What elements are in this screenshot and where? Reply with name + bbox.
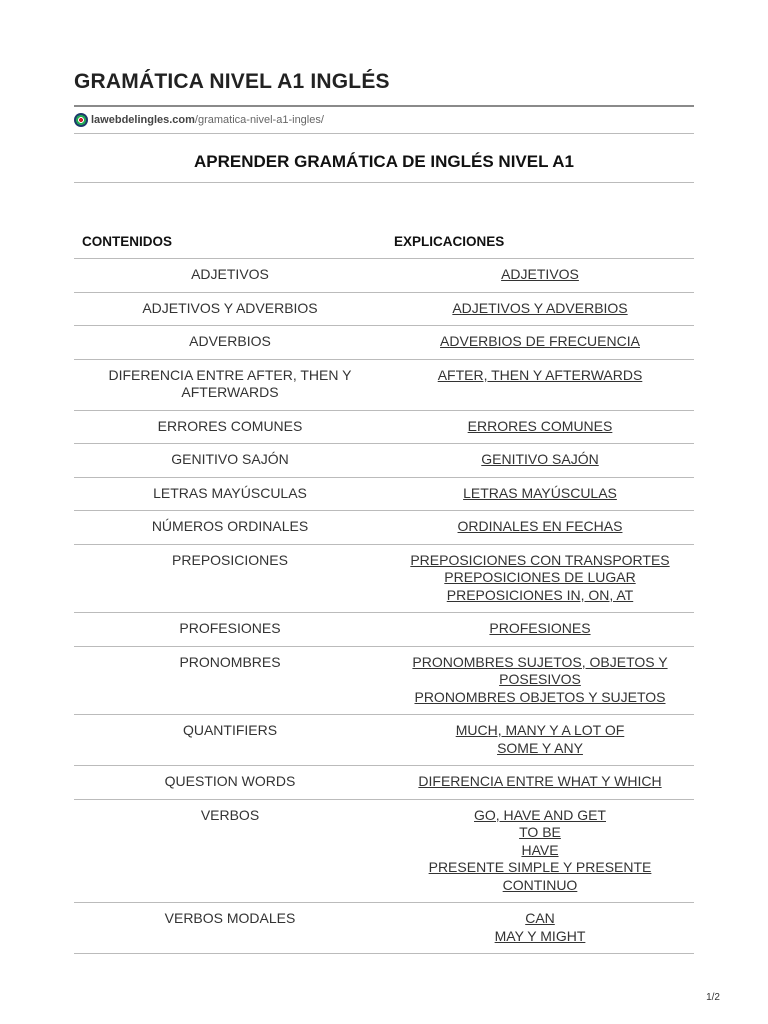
topic-cell: ADVERBIOS (74, 326, 386, 360)
explanation-link[interactable]: ERRORES COMUNES (467, 417, 613, 434)
topic-cell: QUESTION WORDS (74, 766, 386, 800)
table-row (74, 477, 694, 511)
topic-cell: LETRAS MAYÚSCULAS (74, 477, 386, 511)
explanation-link[interactable]: SOME Y ANY (497, 739, 583, 756)
explanation-link[interactable]: PROFESIONES (489, 620, 591, 636)
explanation-link[interactable]: DIFERENCIA ENTRE WHAT Y WHICH (418, 773, 662, 789)
explanation-cell (386, 715, 694, 766)
table-row (74, 259, 694, 293)
table-row (74, 799, 694, 903)
table-row (74, 715, 694, 766)
topic-cell: ADJETIVOS (74, 259, 386, 293)
explanation-link[interactable]: PREPOSICIONES DE LUGAR (444, 569, 636, 585)
topic-cell: ADJETIVOS Y ADVERBIOS (74, 292, 386, 326)
table-row (74, 410, 694, 444)
column-header-explicaciones: EXPLICACIONES (386, 226, 694, 259)
document-title: GRAMÁTICA NIVEL A1 INGLÉS (74, 70, 390, 93)
section-heading: APRENDER GRAMÁTICA DE INGLÉS NIVEL A1 (193, 152, 575, 171)
explanation-link[interactable]: CAN (525, 910, 555, 926)
source-path: /gramatica-nivel-a1-ingles/ (194, 114, 324, 126)
explanation-link[interactable]: MAY Y MIGHT (494, 927, 586, 944)
explanation-link[interactable]: HAVE (521, 841, 559, 858)
source-url[interactable] (74, 112, 324, 128)
table-row (74, 613, 694, 647)
explanation-link[interactable]: PREPOSICIONES IN, ON, AT (446, 586, 634, 603)
table-body (74, 259, 694, 954)
topic-cell: PREPOSICIONES (74, 544, 386, 613)
explanation-cell (386, 903, 694, 954)
heading-divider (74, 182, 694, 183)
explanation-cell (386, 359, 694, 410)
topic-cell: PROFESIONES (74, 613, 386, 647)
explanation-link[interactable]: PREPOSICIONES CON TRANSPORTES (410, 551, 670, 568)
explanation-link[interactable]: PRESENTE SIMPLE Y PRESENTE CONTINUO (428, 859, 652, 893)
table-row (74, 544, 694, 613)
explanation-link[interactable]: TO BE (519, 824, 561, 840)
explanation-cell (386, 544, 694, 613)
grammar-table (74, 226, 694, 954)
table-row (74, 359, 694, 410)
explanation-cell (386, 259, 694, 293)
explanation-cell (386, 646, 694, 715)
explanation-link[interactable]: PRONOMBRES OBJETOS Y SUJETOS (414, 688, 666, 705)
explanation-link[interactable]: MUCH, MANY Y A LOT OF (455, 722, 625, 738)
source-domain: lawebdelingles.com (91, 114, 195, 126)
table-row (74, 326, 694, 360)
table-row (74, 292, 694, 326)
explanation-cell (386, 292, 694, 326)
title-divider (74, 105, 694, 107)
explanation-link[interactable]: ADJETIVOS Y ADVERBIOS (452, 299, 628, 316)
explanation-link[interactable]: ORDINALES EN FECHAS (457, 518, 623, 534)
explanation-cell (386, 410, 694, 444)
column-header-contenidos: CONTENIDOS (74, 226, 386, 259)
explanation-cell (386, 799, 694, 903)
explanation-link[interactable]: ADVERBIOS DE FRECUENCIA (440, 333, 640, 349)
table-row (74, 903, 694, 954)
explanation-cell (386, 766, 694, 800)
topic-cell: PRONOMBRES (74, 646, 386, 715)
table-row (74, 766, 694, 800)
explanation-cell (386, 326, 694, 360)
site-logo-icon (74, 113, 88, 127)
topic-cell: ERRORES COMUNES (74, 410, 386, 444)
explanation-link[interactable]: LETRAS MAYÚSCULAS (463, 484, 617, 501)
topic-cell: VERBOS (74, 799, 386, 903)
page-number: 1/2 (706, 992, 720, 1003)
explanation-link[interactable]: ADJETIVOS (501, 266, 579, 282)
table-header-row (74, 226, 694, 259)
source-divider (74, 133, 694, 134)
table-row (74, 646, 694, 715)
explanation-cell (386, 444, 694, 478)
table-row (74, 444, 694, 478)
topic-cell: GENITIVO SAJÓN (74, 444, 386, 478)
explanation-cell (386, 613, 694, 647)
explanation-link[interactable]: GENITIVO SAJÓN (481, 451, 599, 467)
topic-cell: QUANTIFIERS (74, 715, 386, 766)
table-row (74, 511, 694, 545)
explanation-cell (386, 511, 694, 545)
topic-cell: VERBOS MODALES (74, 903, 386, 954)
explanation-link[interactable]: GO, HAVE AND GET (474, 806, 606, 823)
topic-cell: DIFERENCIA ENTRE AFTER, THEN Y AFTERWARDS (74, 359, 386, 410)
explanation-cell (386, 477, 694, 511)
explanation-link[interactable]: AFTER, THEN Y AFTERWARDS (437, 366, 643, 383)
topic-cell: NÚMEROS ORDINALES (74, 511, 386, 545)
explanation-link[interactable]: PRONOMBRES SUJETOS, OBJETOS Y POSESIVOS (412, 653, 668, 687)
